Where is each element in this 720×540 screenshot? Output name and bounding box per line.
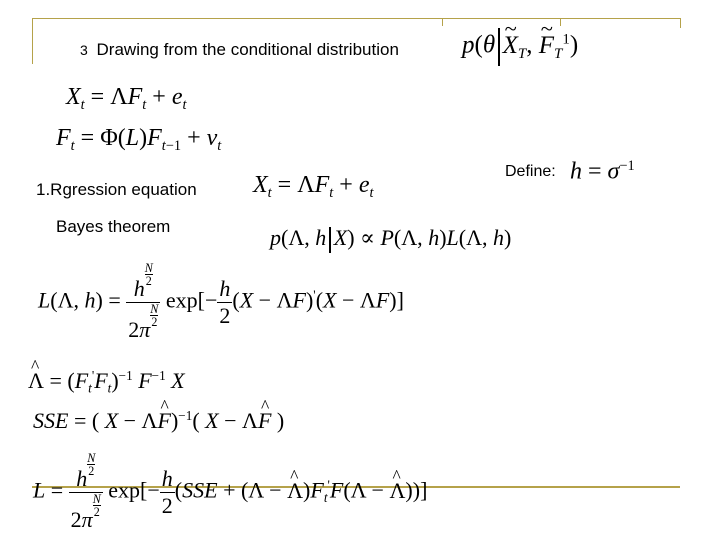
- precision-definition: $h = \sigma^{-1}$: [570, 158, 635, 185]
- bayes-label: Bayes theorem: [56, 217, 171, 236]
- lambda-hat-equation: ^ $\Lambda = (F_t'F_t)^{-1}$ $F^{-1}$ X: [28, 368, 185, 397]
- define-label: Define:: [505, 163, 556, 180]
- transition-equation: $F_t = \Phi(L)F_{t-1} + \nu_t$: [56, 125, 222, 155]
- heading-text: Drawing from the conditional distribution: [96, 40, 399, 59]
- frame-right-rule: [680, 18, 681, 28]
- frame-left-rule: [32, 18, 33, 64]
- frame-top-rule: [32, 18, 680, 19]
- sse-equation: SSE = ( X − Λ^ F)$^{-1}$( X − Λ^ F ): [33, 408, 284, 434]
- regression-label: 1.Rgression equation: [36, 180, 197, 199]
- conditional-distribution-equation: p(θ~ $X_T$, ~ $F_T^1$): [462, 28, 578, 66]
- bayes-equation: p(Λ, h X) ∝ P(Λ, h)L(Λ, h): [270, 225, 511, 253]
- frame-tick: [560, 18, 561, 26]
- posterior-equation: L = h $\frac{N}{2}$ 2π $\frac{N}{2}$ exp[− $\frac{h}{2}$ (SSE + (Λ − ^ $\Lambda)F_t'F(\Lambda$ − ^ Λ))]: [33, 452, 427, 533]
- regression-equation: $X_t = \Lambda F_t + e_t$: [253, 172, 374, 202]
- slide-heading: [80, 40, 399, 60]
- likelihood-equation: L(Λ, h) = h $\frac{N}{2}$ 2π $\frac{N}{2}$ exp[− $\frac{h}{2}$ (X − ΛF)'(X − ΛF)]: [38, 261, 404, 342]
- heading-number: 3: [80, 42, 88, 58]
- frame-tick: [442, 18, 443, 26]
- measurement-equation: $X_t = \Lambda F_t + e_t$: [66, 84, 187, 114]
